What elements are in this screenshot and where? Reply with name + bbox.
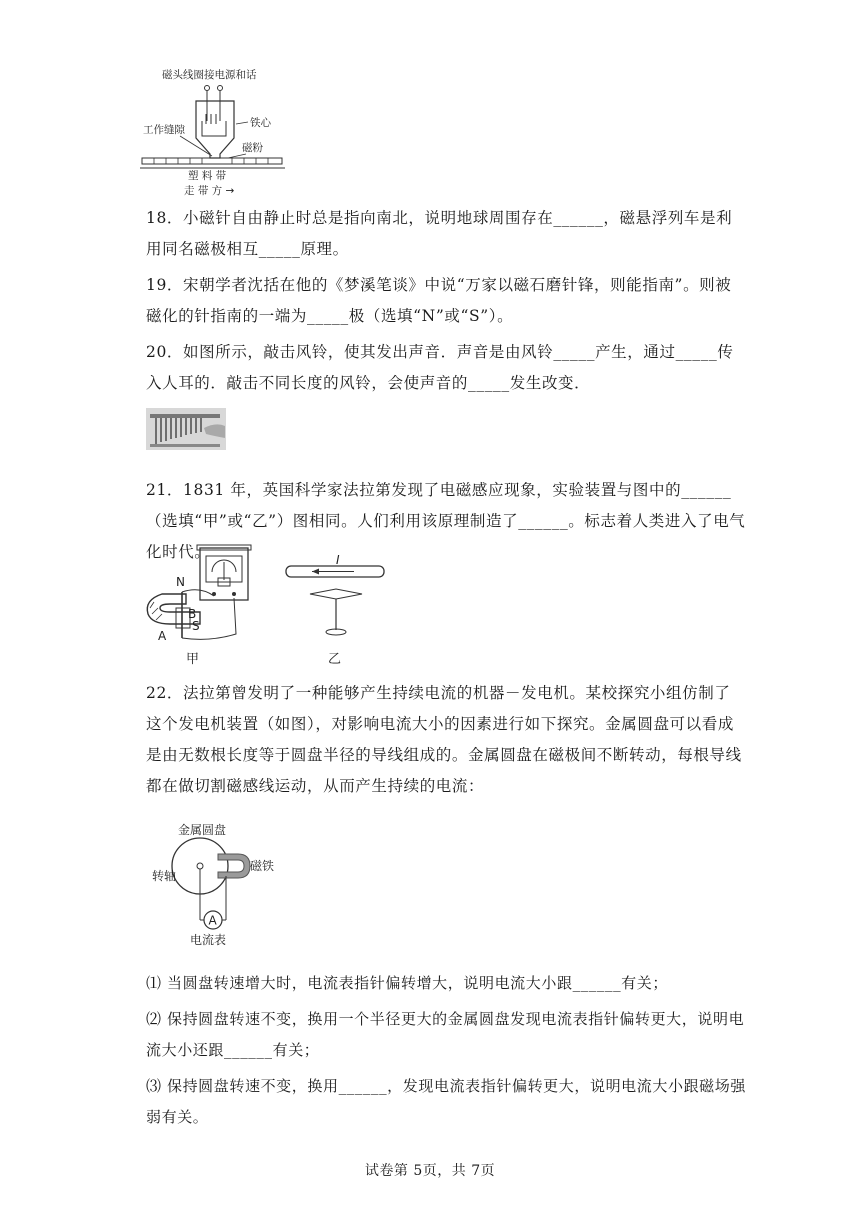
gap-label: 工作缝隙 (143, 124, 185, 136)
wind-chime-photo (146, 408, 226, 450)
label-s: S (192, 619, 200, 633)
question-20: 20．如图所示，敲击风铃，使其发出声音．声音是由风铃_____产生，通过_____传入人耳的．敲击不同长度的风铃，会使声音的_____发生改变． (146, 343, 734, 392)
tape-head-figure (140, 66, 290, 198)
label-n: N (176, 575, 185, 589)
meter-label: 电流表 (190, 933, 227, 947)
tape-label: 塑 料 带 (188, 170, 227, 182)
question-21: 21．1831 年，英国科学家法拉第发现了电磁感应现象，实验装置与图中的______（选填“甲”或“乙”）图相同。人们利用该原理制造了______。标志着人类进入了电气化时代。 (146, 481, 746, 561)
generator-figure (150, 820, 290, 948)
question-22-part-3: ⑶ 保持圆盘转速不变，换用______，发现电流表指针偏转更大，说明电流大小跟磁场强弱有关。 (146, 1077, 746, 1126)
question-22: 22．法拉第曾发明了一种能够产生持续电流的机器－发电机。某校探究小组仿制了这个发电机装置（如图），对影响电流大小的因素进行如下探究。金属圆盘可以看成是由无数根长度等于圆盘半径的导线组成的。金属圆盘在磁极间不断转动，每根导线都在做切割磁感线运动，从而产生持续的电流： (146, 684, 742, 795)
core-label: 铁心 (250, 117, 271, 129)
magnet-label: 磁铁 (250, 859, 275, 873)
label-i: I (336, 553, 340, 567)
label-b: B (188, 607, 197, 621)
direction-label: 走 带 方 → (184, 185, 235, 197)
question-22-part-1: ⑴ 当圆盘转速增大时，电流表指针偏转增大，说明电流大小跟______有关； (146, 974, 668, 992)
tape-head-top-label: 磁头线圈接电源和话 (162, 69, 257, 81)
faraday-figure (140, 542, 400, 670)
caption-jia: 甲 (186, 652, 200, 667)
question-19: 19．宋朝学者沈括在他的《梦溪笔谈》中说“万家以磁石磨针锋，则能指南”。则被磁化的针指南的一端为_____极（选填“N”或“S”）。 (146, 276, 732, 325)
page-footer: 试卷第 5页，共 7页 (364, 1163, 496, 1179)
ammeter-symbol: A (208, 913, 217, 928)
question-22-part-2: ⑵ 保持圆盘转速不变，换用一个半径更大的金属圆盘发现电流表指针偏转更大，说明电流大小还跟______有关； (146, 1010, 745, 1059)
disc-label: 金属圆盘 (178, 823, 227, 837)
label-a: A (158, 629, 167, 643)
question-18: 18．小磁针自由静止时总是指向南北，说明地球周围存在______，磁悬浮列车是利用同名磁极相互_____原理。 (146, 209, 733, 258)
axis-label: 转轴 (152, 869, 177, 883)
powder-label: 磁粉 (242, 142, 263, 154)
caption-yi: 乙 (328, 652, 342, 667)
